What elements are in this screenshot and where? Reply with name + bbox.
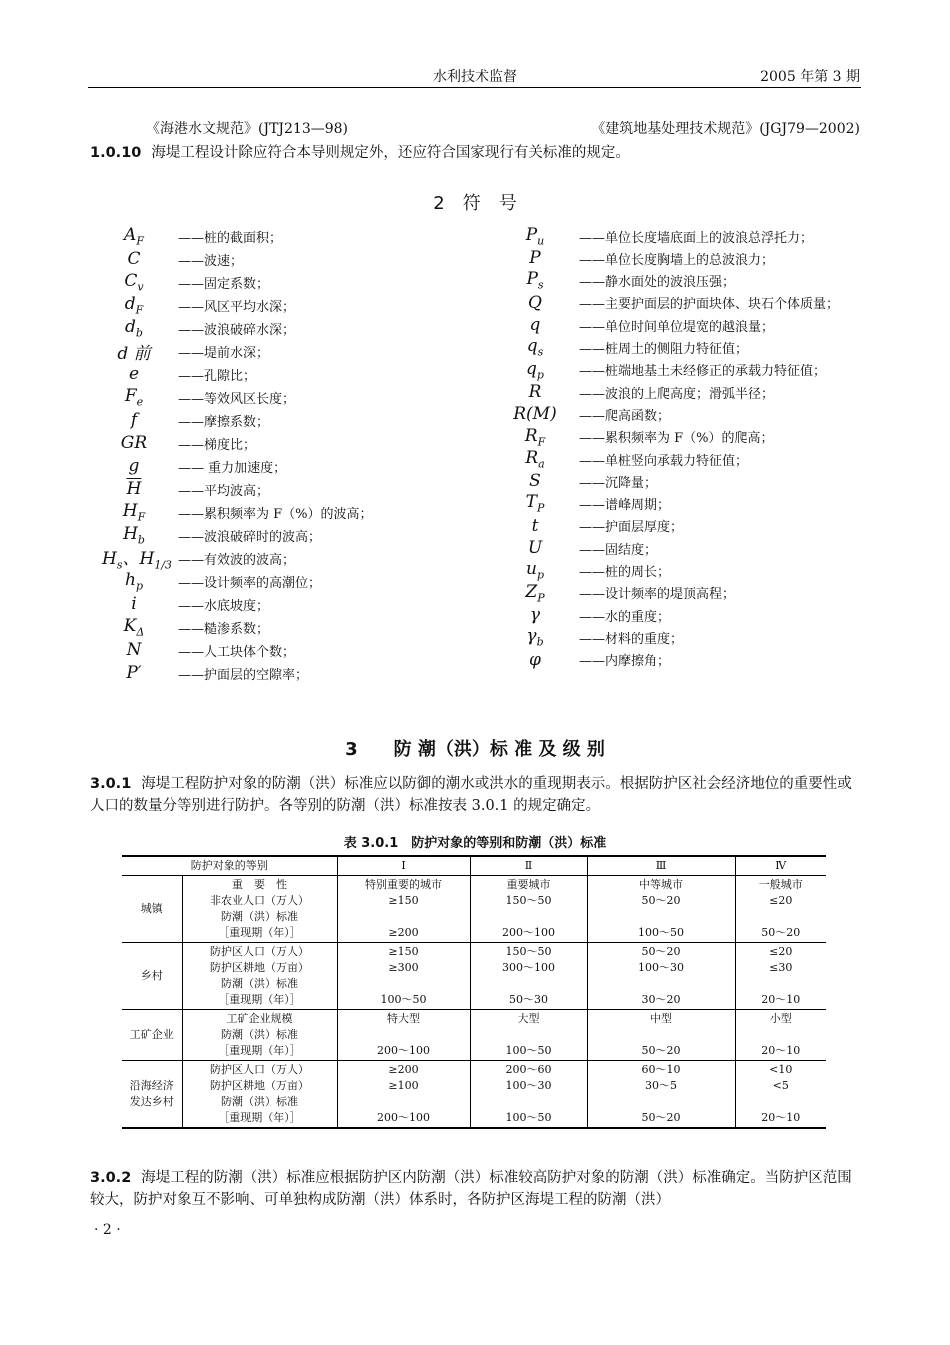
- cell-value: 100～50: [505, 1111, 552, 1124]
- symbol: R: [528, 382, 542, 403]
- cell-value: 一般城市: [758, 878, 803, 891]
- cell-value: [738, 1027, 825, 1043]
- symbol: GR: [120, 433, 148, 453]
- symbol: $q_p$: [526, 358, 544, 381]
- symbol: C: [127, 249, 141, 269]
- symbol: $P_s$: [526, 269, 544, 292]
- cell-value: [340, 976, 468, 992]
- symbol: $F_e$: [124, 385, 144, 409]
- symbol: $u_p$: [526, 559, 544, 582]
- cell-value: 100～50: [505, 1044, 552, 1057]
- symbol-row: [503, 247, 774, 269]
- symbol-description: ——梯度比；: [178, 437, 257, 453]
- symbol-description: ——堤前水深；: [178, 345, 270, 361]
- symbol-row: [102, 547, 296, 572]
- grade-cell: [587, 1061, 735, 1129]
- symbol: $q_s$: [526, 336, 544, 359]
- grade-cell: [587, 1010, 735, 1061]
- symbol-description: ——静水面处的波浪压强；: [579, 275, 736, 291]
- category-cell: [122, 943, 182, 1010]
- cell-value: 小型: [769, 1012, 792, 1025]
- clause-number: 3.0.2: [90, 1170, 132, 1186]
- symbol-description: ——平均波高；: [178, 483, 270, 499]
- header-cell: Ⅲ: [587, 856, 735, 876]
- grade-cell: [337, 876, 470, 943]
- cell-value: [590, 909, 733, 925]
- symbol-description: —— 重力加速度；: [178, 460, 287, 476]
- indicator-label: 重 要 性: [232, 878, 287, 891]
- indicator-label: ［重现期（年）］: [218, 926, 301, 939]
- section-3-title: 3 防 潮（洪）标 准 及 级 别: [345, 739, 605, 760]
- symbol-row: [503, 270, 735, 292]
- cell-value: ≤30: [769, 961, 793, 974]
- cell-value: 50～30: [509, 993, 548, 1006]
- symbol-row: [503, 403, 670, 425]
- symbol-description: ——单桩竖向承载力特征值；: [579, 453, 749, 469]
- symbol-row: [503, 225, 813, 247]
- symbol: d 前: [117, 343, 151, 364]
- symbol: $H_F$: [122, 500, 146, 524]
- issue-label: 2005 年第 3 期: [760, 69, 860, 85]
- symbol-row: [102, 294, 295, 316]
- cell-value: 20～10: [761, 1111, 801, 1124]
- header-rule: [88, 87, 861, 88]
- cell-value: 200～100: [502, 926, 555, 939]
- symbol-row: [503, 493, 670, 515]
- cell-value: 300～100: [502, 961, 555, 974]
- symbol-row: [503, 470, 657, 492]
- symbol-row: [102, 455, 286, 477]
- grade-cell: [337, 1061, 470, 1129]
- cell-value: 50～20: [641, 1044, 681, 1057]
- symbol: $T_P$: [525, 492, 545, 515]
- cell-value: 200～60: [505, 1063, 552, 1076]
- indicator-label: 防潮（洪）标准: [221, 977, 298, 990]
- indicator-cell: [182, 1010, 337, 1061]
- symbol: $\gamma_b$: [526, 626, 544, 649]
- symbol: N: [126, 640, 142, 660]
- symbol-row: [102, 616, 269, 638]
- symbol: g: [128, 456, 140, 476]
- cell-value: ≤20: [769, 945, 793, 958]
- symbol-description: ——固定系数；: [178, 276, 270, 292]
- symbol-row: [102, 340, 269, 362]
- symbol: t: [531, 515, 539, 536]
- cell-value: 中等城市: [639, 878, 683, 891]
- symbol: $h_p$: [125, 569, 143, 593]
- page-number: · 2 ·: [94, 1222, 121, 1238]
- indicator-cell: [182, 876, 337, 943]
- indicator-label: 工矿企业规模: [226, 1012, 293, 1025]
- cell-value: 200～100: [377, 1111, 430, 1124]
- cell-value: ≥100: [388, 1079, 419, 1092]
- symbol-row: [503, 515, 683, 537]
- clause-number: 3.0.1: [90, 776, 132, 792]
- category-label: 沿海经济发达乡村: [129, 1079, 174, 1108]
- indicator-label: 防潮（洪）标准: [221, 1095, 298, 1108]
- symbol-description: ——孔隙比；: [178, 368, 257, 384]
- table-row: [122, 1010, 826, 1061]
- indicator-label: ［重现期（年）］: [218, 1044, 301, 1057]
- clause-text: 海堤工程的防潮（洪）标准应根据防护区内防潮（洪）标准较高防护对象的防潮（洪）标准确定。当防护区范围较大，防护对象互不影响、可单独构成防潮（洪）体系时，各防护区海堤工程的防潮（洪）: [90, 1170, 852, 1208]
- symbol-row: [503, 337, 748, 359]
- cell-value: 重要城市: [506, 878, 551, 891]
- cell-value: 20～10: [761, 1044, 801, 1057]
- cell-value: [473, 1027, 585, 1043]
- symbol: φ: [529, 649, 541, 670]
- cell-value: 中型: [650, 1012, 672, 1025]
- symbol-row: [503, 381, 774, 403]
- symbol-description: ——爬高函数；: [579, 408, 671, 424]
- cell-value: 100～30: [638, 961, 684, 974]
- symbol-description: ——风区平均水深；: [178, 299, 296, 315]
- symbol-row: [503, 448, 748, 470]
- symbol: $R_a$: [525, 447, 545, 471]
- symbol-description: ——护面层的空隙率；: [178, 667, 309, 683]
- symbol-row: [102, 478, 269, 500]
- clause-1-0-10: [90, 142, 862, 164]
- header-cell: 防护对象的等别: [122, 856, 337, 876]
- cell-value: 100～50: [380, 993, 427, 1006]
- cell-value: 50～20: [641, 1111, 681, 1124]
- symbol-row: [102, 363, 256, 385]
- symbol-description: ——单位长度墙底面上的波浪总浮托力；: [579, 230, 814, 246]
- clause-3-0-1: [90, 773, 862, 817]
- cell-value: 100～30: [505, 1079, 552, 1092]
- symbol-description: ——护面层厚度；: [579, 520, 684, 536]
- symbol-row: [102, 432, 256, 454]
- cell-value: 60～10: [641, 1063, 681, 1076]
- symbol-description: ——波浪破碎时的波高；: [178, 529, 322, 545]
- clause-3-0-2: [90, 1167, 862, 1211]
- cell-value: ≥300: [388, 961, 419, 974]
- symbol: $Z_P$: [525, 581, 545, 604]
- indicator-label: 防护区人口（万人）: [210, 945, 309, 958]
- grade-cell: [735, 1061, 826, 1129]
- cell-value: ≥200: [388, 926, 419, 939]
- symbol: S: [529, 471, 541, 492]
- grade-cell: [587, 943, 735, 1010]
- symbol: $d_F$: [124, 293, 144, 317]
- symbol: Q: [528, 292, 542, 313]
- cell-value: 20～10: [761, 993, 801, 1006]
- reference-left: 《海港水文规范》(JTJ213—98): [146, 121, 349, 137]
- symbol-row: [503, 359, 826, 381]
- symbol-row: [102, 662, 308, 684]
- symbol-description: ——桩周土的侧阻力特征值；: [579, 342, 749, 357]
- symbol-row: [102, 271, 269, 293]
- symbol-description: ——有效波的波高；: [178, 552, 296, 568]
- table-row: [122, 876, 826, 943]
- symbol-row: [102, 524, 321, 546]
- clause-text: 海堤工程设计除应符合本导则规定外，还应符合国家现行有关标准的规定。: [151, 145, 630, 161]
- indicator-label: 防护区人口（万人）: [210, 1063, 309, 1076]
- symbol-description: ——累积频率为 F（%）的爬高；: [579, 431, 774, 447]
- symbol-description: ——波浪的上爬高度；滑弧半径；: [579, 386, 775, 402]
- cell-value: 特大型: [387, 1012, 420, 1025]
- cell-value: 30～5: [645, 1079, 677, 1092]
- symbol-description: ——单位时间单位堤宽的越浪量；: [579, 319, 775, 335]
- symbol-description: ——糙渗系数；: [178, 621, 270, 637]
- cell-value: 100～50: [638, 926, 684, 939]
- symbol: $R_F$: [524, 425, 546, 448]
- indicator-cell: [182, 943, 337, 1010]
- symbol: i: [131, 594, 137, 614]
- symbol: R(M): [513, 404, 557, 425]
- symbol-row: [102, 593, 269, 615]
- symbol: γ: [529, 605, 541, 626]
- indicator-label: 非农业人口（万人）: [210, 894, 309, 907]
- cell-value: [738, 1094, 825, 1110]
- journal-title: 水利技术监督: [433, 69, 517, 85]
- indicator-label: 防潮（洪）标准: [221, 910, 298, 923]
- cell-value: 50～20: [641, 945, 681, 958]
- symbol-row: [503, 314, 774, 336]
- symbol-description: ——材料的重度；: [579, 631, 684, 647]
- symbol-description: ——累积频率为 F（%）的波高；: [178, 506, 373, 522]
- indicator-label: 防护区耕地（万亩）: [210, 1079, 309, 1092]
- cell-value: 150～50: [505, 894, 552, 907]
- table-row: [122, 1061, 826, 1129]
- symbol-description: ——固结度；: [579, 542, 658, 558]
- symbol: $C_v$: [124, 270, 144, 294]
- symbol-row: [503, 649, 670, 671]
- symbol-row: [102, 317, 295, 339]
- symbol-description: ——水底坡度；: [178, 598, 270, 614]
- protection-standard-table: [122, 855, 826, 1129]
- symbol: P: [529, 248, 541, 269]
- indicator-label: ［重现期（年）］: [218, 1111, 301, 1124]
- symbol-description: ——等效风区长度；: [178, 391, 296, 407]
- table-header-row: [122, 856, 826, 876]
- symbol-description: ——摩擦系数；: [178, 414, 270, 430]
- symbol-description: ——桩的截面积；: [178, 230, 283, 246]
- cell-value: [473, 909, 585, 925]
- symbol: $A_F$: [124, 224, 144, 248]
- indicator-label: 防潮（洪）标准: [221, 1028, 298, 1041]
- cell-value: [473, 976, 585, 992]
- symbol-row: [503, 560, 670, 582]
- cell-value: [590, 976, 733, 992]
- indicator-label: ［重现期（年）］: [218, 993, 301, 1006]
- cell-value: [738, 909, 825, 925]
- cell-value: [340, 1094, 468, 1110]
- table-caption: 表 3.0.1 防护对象的等别和防潮（洪）标准: [343, 836, 607, 851]
- symbol-row: [102, 501, 373, 523]
- cell-value: 大型: [517, 1012, 540, 1025]
- category-label: 乡村: [140, 969, 163, 982]
- reference-right: 《建筑地基处理技术规范》(JGJ79—2002): [591, 121, 860, 137]
- header-cell: Ⅰ: [337, 856, 470, 876]
- symbol: $H_b$: [123, 523, 145, 547]
- symbol-description: ——波浪破碎水深；: [178, 322, 296, 338]
- symbol-row: [503, 537, 657, 559]
- symbol-row: [503, 604, 670, 626]
- category-cell: [122, 1061, 182, 1129]
- category-cell: [122, 876, 182, 943]
- cell-value: <10: [769, 1063, 793, 1076]
- grade-cell: [587, 876, 735, 943]
- grade-cell: [470, 943, 587, 1010]
- symbol-description: ——主要护面层的护面块体、块石个体质量；: [579, 297, 840, 313]
- grade-cell: [735, 876, 826, 943]
- symbol: $d_b$: [125, 316, 143, 340]
- symbol-description: ——单位长度胸墙上的总波浪力；: [579, 252, 775, 268]
- symbol-description: ——谱峰周期；: [579, 498, 671, 514]
- clause-number: 1.0.10: [90, 145, 142, 161]
- cell-value: [738, 976, 825, 992]
- grade-cell: [470, 1010, 587, 1061]
- table-row: [122, 943, 826, 1010]
- symbol: e: [128, 364, 140, 384]
- symbol-row: [503, 292, 839, 314]
- symbol-description: ——波速；: [178, 253, 244, 269]
- symbol-row: [102, 248, 243, 270]
- cell-value: 150～50: [505, 945, 552, 958]
- symbol: $K_\Delta$: [123, 615, 145, 639]
- symbol-row: [503, 582, 735, 604]
- header-cell: Ⅱ: [470, 856, 587, 876]
- grade-cell: [470, 1061, 587, 1129]
- symbol-row: [102, 225, 282, 247]
- symbol: q: [529, 315, 541, 336]
- category-cell: [122, 1010, 182, 1061]
- symbol: U: [527, 538, 543, 559]
- cell-value: 特别重要的城市: [365, 878, 442, 891]
- symbol: $H_s$、$H_{1/3}$: [102, 549, 173, 572]
- symbol: P′: [126, 663, 142, 683]
- cell-value: 30～20: [641, 993, 681, 1006]
- symbol-description: ——内摩擦角；: [579, 654, 671, 670]
- symbol-row: [102, 570, 321, 592]
- cell-value: [340, 909, 468, 925]
- grade-cell: [337, 943, 470, 1010]
- symbol-row: [102, 639, 295, 661]
- clause-text: 海堤工程防护对象的防潮（洪）标准应以防御的潮水或洪水的重现期表示。根据防护区社会经济地位的重要性或人口的数量分等别进行防护。各等别的防潮（洪）标准按表 3.0.1 的规定确定。: [90, 776, 852, 814]
- symbol-row: [503, 626, 683, 648]
- symbol-description: ——水的重度；: [579, 609, 671, 625]
- cell-value: ≥150: [388, 894, 419, 907]
- symbol-description: ——设计频率的高潮位；: [178, 575, 322, 591]
- symbol-row: [102, 386, 295, 408]
- symbol-row: [102, 409, 269, 431]
- cell-value: [340, 1027, 468, 1043]
- symbol-description: ——沉降量；: [579, 475, 658, 491]
- cell-value: <5: [772, 1079, 789, 1092]
- header-cell: Ⅳ: [735, 856, 826, 876]
- symbol-row: [503, 426, 774, 448]
- cell-value: [590, 1027, 733, 1043]
- grade-cell: [735, 1010, 826, 1061]
- cell-value: [473, 1094, 585, 1110]
- indicator-label: 防护区耕地（万亩）: [210, 961, 309, 974]
- symbol-description: ——桩的周长；: [579, 565, 671, 580]
- section-2-title: 2 符 号: [433, 193, 517, 214]
- symbol: $\overline{H}$: [126, 479, 142, 499]
- symbol: f: [130, 410, 138, 430]
- category-label: 工矿企业: [129, 1028, 174, 1041]
- cell-value: 50～20: [641, 894, 681, 907]
- category-label: 城镇: [140, 902, 163, 915]
- symbol-description: ——设计频率的堤顶高程；: [579, 587, 736, 603]
- cell-value: ≥200: [388, 1063, 419, 1076]
- symbol-description: ——人工块体个数；: [178, 644, 296, 660]
- grade-cell: [735, 943, 826, 1010]
- cell-value: 50～20: [761, 926, 801, 939]
- grade-cell: [337, 1010, 470, 1061]
- symbol-description: ——桩端地基土未经修正的承载力特征值；: [579, 364, 827, 380]
- grade-cell: [470, 876, 587, 943]
- cell-value: ≤20: [769, 894, 793, 907]
- cell-value: [590, 1094, 733, 1110]
- indicator-cell: [182, 1061, 337, 1129]
- cell-value: 200～100: [377, 1044, 430, 1057]
- cell-value: ≥150: [388, 945, 419, 958]
- symbol: $P_u$: [525, 224, 545, 248]
